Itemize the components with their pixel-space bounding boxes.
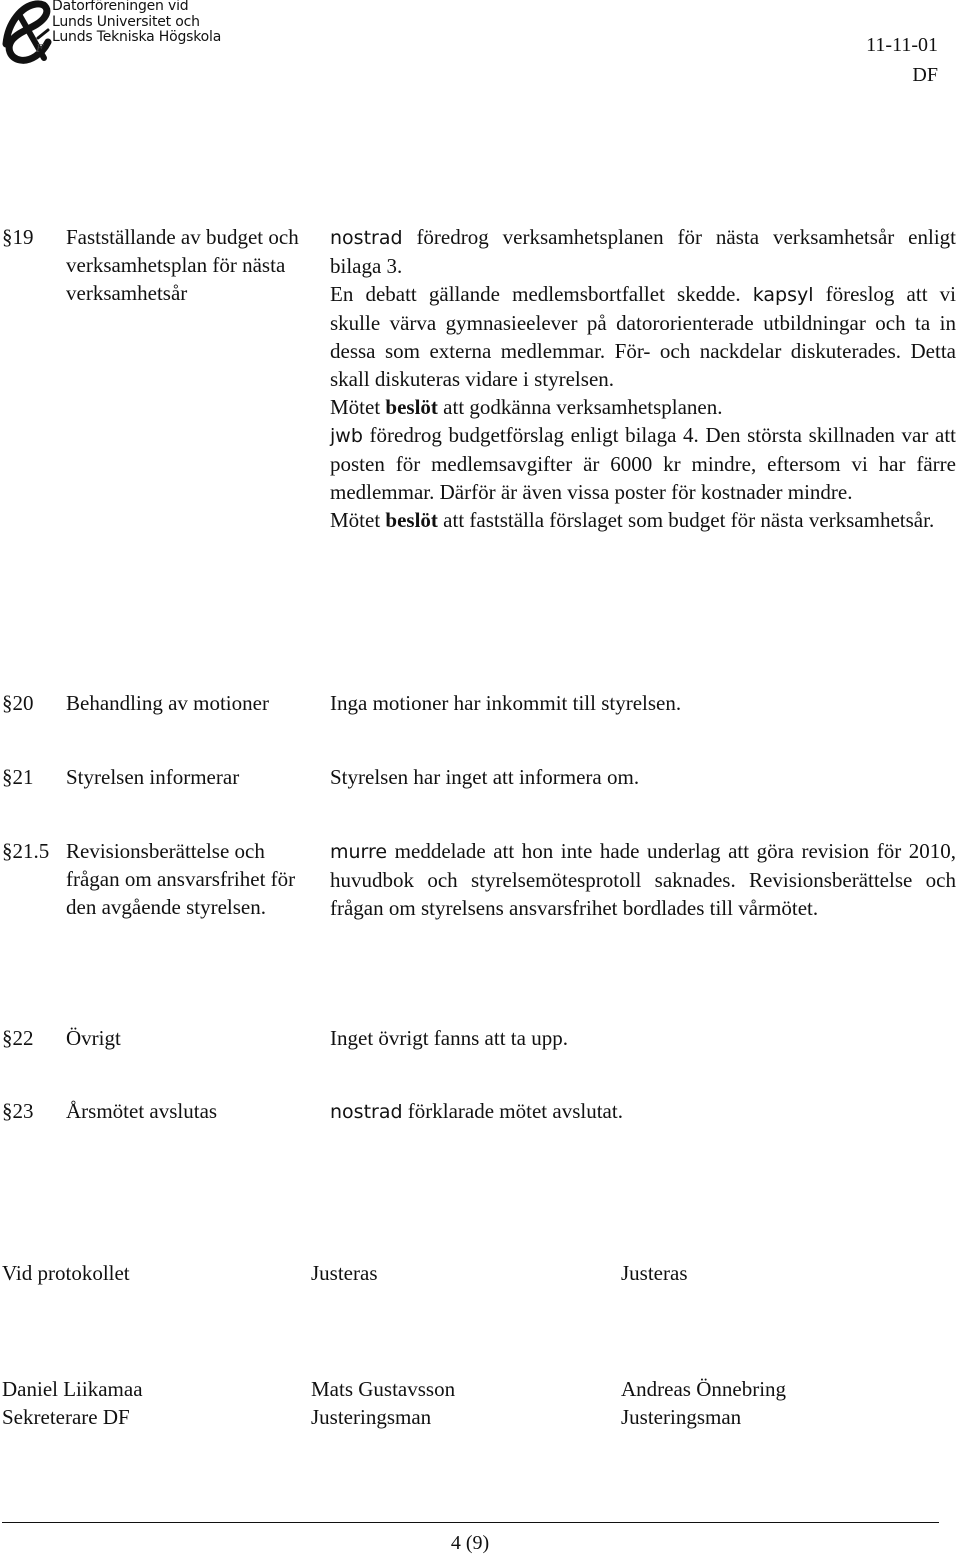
paragraph [330, 223, 956, 280]
df-logo [0, 0, 250, 68]
paragraph-text: förklarade mötet avslutat. [402, 1099, 623, 1123]
section-body-23 [330, 1097, 956, 1126]
paragraph-text: att godkänna verksamhetsplanen. [437, 395, 723, 419]
signatory-name-2: Mats Gustavsson [311, 1377, 456, 1401]
section-number-23: §23 [2, 1099, 34, 1123]
section-body-21-5 [330, 837, 956, 922]
section-body-22: Inget övrigt fanns att ta upp. [330, 1026, 568, 1050]
paragraph [330, 393, 956, 421]
footer-divider [2, 1522, 939, 1523]
page-number: 4 (9) [450, 1532, 490, 1554]
section-number-21-5: §21.5 [2, 839, 50, 863]
paragraph-text: föredrog verksamhetsplanen för nästa verksamhetsår enligt bilaga 3. [330, 225, 956, 278]
org-line-3: Lunds Tekniska Högskola [52, 29, 222, 45]
section-number-22: §22 [2, 1026, 34, 1050]
section-number-21: §21 [2, 765, 34, 789]
org-line-1: Datorföreningen vid [52, 0, 189, 14]
paragraph [330, 280, 956, 393]
df-logo-icon [0, 0, 56, 66]
signatory-role-1: Sekreterare DF [2, 1405, 130, 1429]
decision-keyword: beslöt [385, 395, 438, 419]
section-title-20: Behandling av motioner [66, 691, 269, 715]
signature-heading-1: Vid protokollet [2, 1261, 130, 1285]
person-handle: kapsyl [752, 284, 814, 306]
section-body-19 [330, 223, 956, 534]
signatory-role-3: Justeringsman [621, 1405, 742, 1429]
person-handle: nostrad [330, 227, 403, 249]
paragraph-text: Mötet [330, 508, 386, 532]
paragraph-text: Mötet [330, 395, 386, 419]
person-handle: murre [330, 841, 388, 863]
decision-keyword: beslöt [385, 508, 438, 532]
signatory-name-3: Andreas Önnebring [621, 1377, 787, 1401]
paragraph [330, 421, 956, 506]
org-line-2: Lunds Universitet och [52, 14, 200, 30]
signature-heading-2: Justeras [311, 1261, 378, 1285]
section-body-20: Inga motioner har inkommit till styrelsen. [330, 691, 682, 715]
section-number-20: §20 [2, 691, 34, 715]
person-handle: jwb [330, 425, 363, 447]
section-number-19: §19 [2, 225, 34, 249]
paragraph-text: att fastställa förslaget som budget för nästa verksamhetsår. [437, 508, 935, 532]
section-title-22: Övrigt [66, 1026, 121, 1050]
svg-text:F: F [36, 42, 44, 55]
document-date: 11-11-01 [866, 34, 938, 56]
section-title-23: Årsmötet avslutas [66, 1099, 218, 1123]
paragraph-text: meddelade att hon inte hade underlag att göra revision för 2010, huvudbok och styrelsemötesprotoll saknades. Revisionsberättelse och frågan om styrelsens ansvarsfrihet bordlades till vårmötet. [330, 839, 956, 920]
paragraph-text: föreslog att vi skulle värva gymnasieelever på datororienterade utbildningar och ta in dessa som externa medlemmar. För- och nackdelar diskuterades. Detta skall diskuteras vidare i styrelsen. [330, 282, 956, 391]
paragraph-text: föredrog budgetförslag enligt bilaga 4. Den största skillnaden var att posten för medlemsavgifter är 6000 kr mindre, eftersom vi har färre medlemmar. Därför är även vissa poster för kostnader mindre. [330, 423, 956, 504]
section-body-21: Styrelsen har inget att informera om. [330, 765, 640, 789]
section-title-21: Styrelsen informerar [66, 765, 240, 789]
paragraph [330, 837, 956, 922]
signatory-role-2: Justeringsman [311, 1405, 432, 1429]
section-title-21-5: Revisionsberättelse och frågan om ansvarsfrihet för den avgående styrelsen. [66, 839, 296, 919]
person-handle: nostrad [330, 1101, 403, 1123]
paragraph-text: En debatt gällande medlemsbortfallet skedde. [330, 282, 753, 306]
signature-heading-3: Justeras [621, 1261, 688, 1285]
section-title-19: Fastställande av budget och verksamhetsplan för nästa verksamhetsår [66, 225, 299, 305]
paragraph [330, 506, 956, 534]
organization-abbr: DF [912, 64, 938, 86]
signatory-name-1: Daniel Liikamaa [2, 1377, 143, 1401]
